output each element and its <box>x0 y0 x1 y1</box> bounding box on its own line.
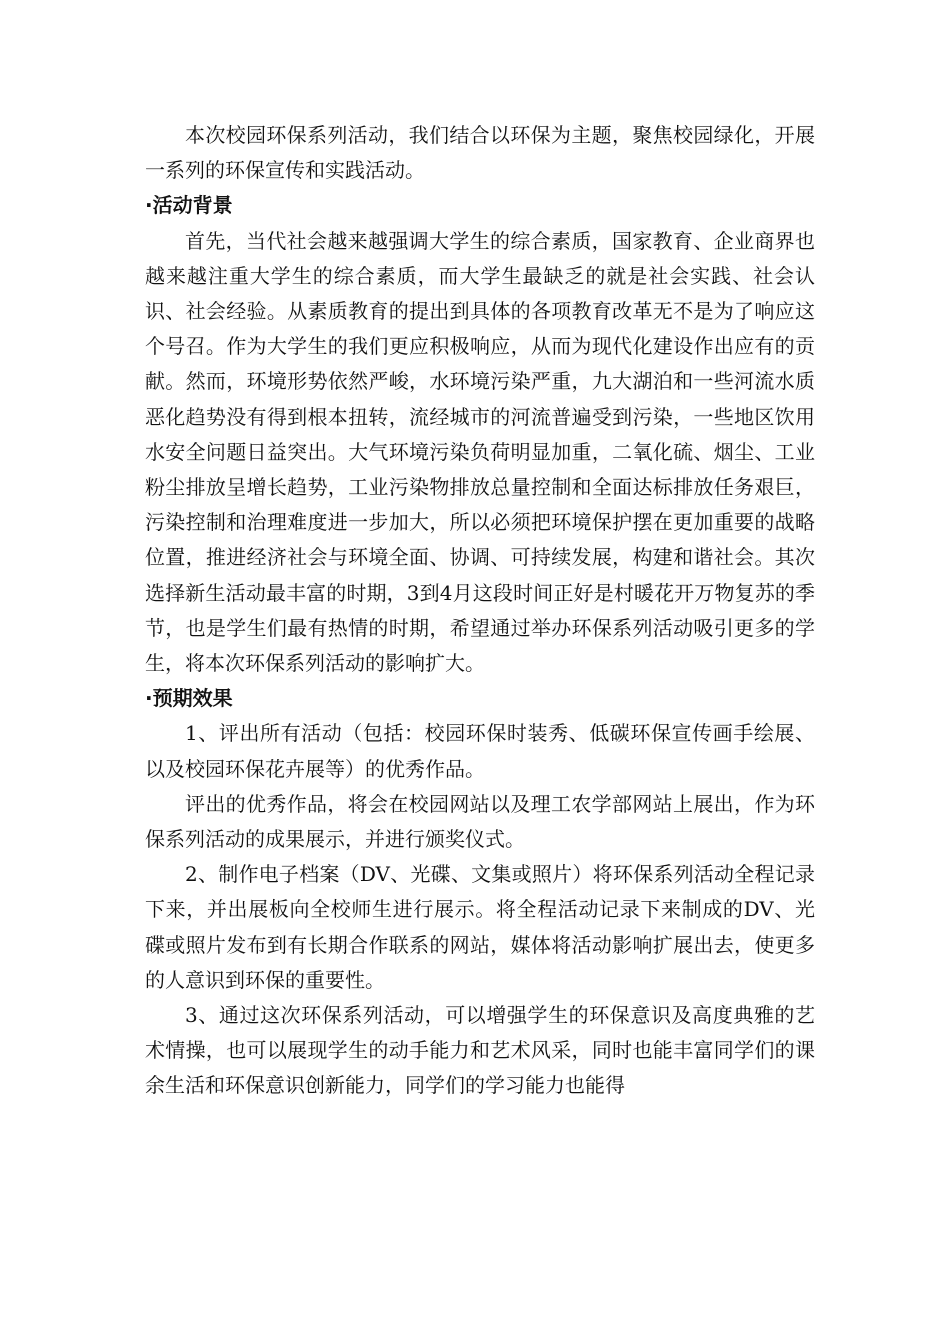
effects-paragraph-2: 评出的优秀作品，将会在校园网站以及理工农学部网站上展出，作为环保系列活动的成果展示，并进行颁奖仪式。 <box>145 791 815 852</box>
background-paragraph: 首先，当代社会越来越强调大学生的综合素质，国家教育、企业商界也越来越注重大学生的综合素质，而大学生最缺乏的就是社会实践、社会认识、社会经验。从素质教育的提出到具体的各项教育改革无不是为了响应这个号召。作为大学生的我们更应积极响应，从而为现代化建设作出应有的贡献。然而，环境形势依然严峻，水环境污染严重，九大湖泊和一些河流水质恶化趋势没有得到根本扭转，流经城市的河流普遍受到污染，一些地区饮用水安全问题日益突出。大气环境污染负荷明显加重，二氧化硫、烟尘、工业粉尘排放呈增长趋势，工业污染物排放总量控制和全面达标排放任务艰巨，污染控制和治理难度进一步加大，所以必须把环境保护摆在更加重要的战略位置，推进经济社会与环境全面、协调、可持续发展，构建和谐社会。其次选择新生活动最丰富的时期，3到4月这段时间正好是村暖花开万物复苏的季节，也是学生们最有热情的时期，希望通过举办环保系列活动吸引更多的学生，将本次环保系列活动的影响扩大。 <box>145 228 815 676</box>
effects-paragraph-4: 3、通过这次环保系列活动，可以增强学生的环保意识及高度典雅的艺术情操，也可以展现学生的动手能力和艺术风采，同时也能丰富同学们的课余生活和环保意识创新能力，同学们的学习能力也能得 <box>145 1003 815 1098</box>
background-heading: ·活动背景 <box>145 193 233 218</box>
document-page <box>145 118 815 1104</box>
intro-paragraph: 本次校园环保系列活动，我们结合以环保为主题，聚焦校园绿化，开展一系列的环保宣传和实践活动。 <box>145 123 815 183</box>
effects-paragraph-3: 2、制作电子档案（DV、光碟、文集或照片）将环保系列活动全程记录下来，并出展板向全校师生进行展示。将全程活动记录下来制成的DV、光碟或照片发布到有长期合作联系的网站，媒体将活动影响扩展出去，使更多的人意识到环保的重要性。 <box>145 862 815 992</box>
effects-heading: ·预期效果 <box>145 686 233 711</box>
effects-paragraph-1: 1、评出所有活动（包括：校园环保时装秀、低碳环保宣传画手绘展、以及校园环保花卉展等）的优秀作品。 <box>145 721 815 781</box>
